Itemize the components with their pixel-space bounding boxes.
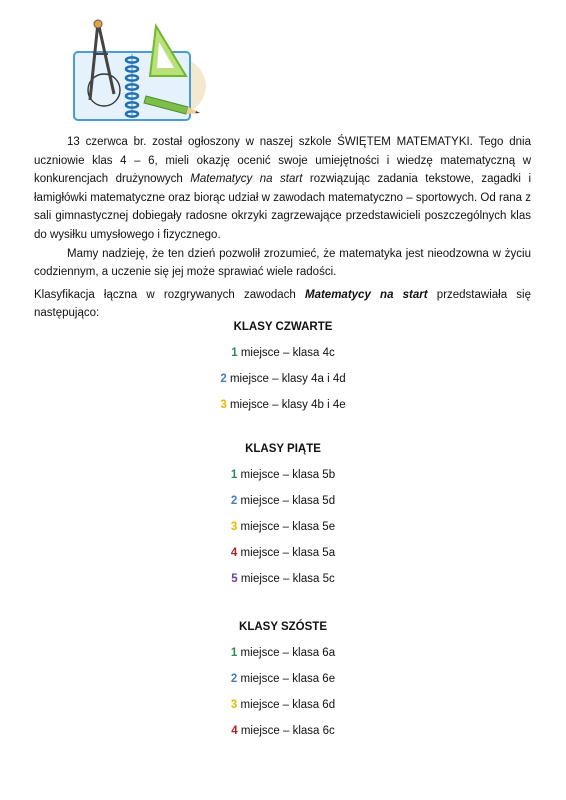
place-number: 2 <box>230 495 238 507</box>
place-number: 1 <box>230 469 238 481</box>
place-number: 1 <box>230 647 238 659</box>
ranking-row <box>0 488 566 514</box>
place-text: miejsce – klasa 6e <box>237 673 336 685</box>
ranking-row <box>0 340 566 366</box>
paragraph-hope: Mamy nadzieję, że ten dzień pozwolił zrozumieć, że matematyka jest nieodzowna w życiu codziennym, a uczenie się jej może sprawiać wiele radości. <box>34 247 531 279</box>
place-number: 5 <box>231 573 238 585</box>
ranking-row <box>0 666 566 692</box>
place-number: 3 <box>230 699 238 711</box>
place-text: miejsce – klasa 4c <box>237 347 335 359</box>
ranking-row <box>0 718 566 744</box>
ranking-heading: KLASY SZÓSTE <box>239 621 327 633</box>
ranking-heading: KLASY PIĄTE <box>245 443 321 455</box>
place-text: miejsce – klasy 4b i 4e <box>226 399 346 411</box>
place-text: miejsce – klasa 5d <box>237 495 336 507</box>
place-text: miejsce – klasa 5c <box>237 573 335 585</box>
ranking-row <box>0 366 566 392</box>
ranking-row <box>0 392 566 418</box>
place-number: 1 <box>231 347 238 359</box>
paragraph-lead: Klasyfikacja łączna w rozgrywanych zawodach Matematycy na start przedstawiała się następująco: <box>34 288 532 320</box>
place-text: miejsce – klasa 5e <box>237 521 336 533</box>
ranking-row <box>0 540 566 566</box>
place-number: 2 <box>220 373 227 385</box>
place-number: 2 <box>230 673 238 685</box>
competition-title: Matematycy na start <box>190 173 303 186</box>
ranking-row <box>0 640 566 666</box>
place-text: miejsce – klasa 6d <box>237 699 336 711</box>
ranking-grade-4 <box>0 314 566 418</box>
competition-title: Matematycy na start <box>305 288 428 301</box>
article-body <box>34 133 531 323</box>
place-number: 3 <box>230 521 238 533</box>
place-text: miejsce – klasa 5a <box>237 547 336 559</box>
ranking-heading: KLASY CZWARTE <box>233 321 333 333</box>
place-number: 4 <box>231 725 238 737</box>
ranking-grade-5 <box>0 436 566 592</box>
math-illustration <box>68 14 208 126</box>
place-number: 4 <box>230 547 238 559</box>
paragraph-intro: 13 czerwca br. został ogłoszony w naszej szkole ŚWIĘTEM MATEMATYKI. Tego dnia uczniowie klas 4 – 6, mieli okazję ocenić swoje umiejętności i wiedzę matematyczną w konkurencjach drużynowych Matematycy na start rozwiązując zadania tekstowe, zagadki i łamigłówki matematyczne oraz biorąc udział w zawodach matematyczno – sportowych. Od rana z sali gimnastycznej dobiegały radosne okrzyki zagrzewające przedstawicieli poszczególnych klas do wysiłku umysłowego i fizycznego. <box>34 136 531 241</box>
place-text: miejsce – klasa 6a <box>237 647 336 659</box>
place-number: 3 <box>220 399 227 411</box>
ranking-row <box>0 514 566 540</box>
ranking-grade-6 <box>0 614 566 744</box>
ranking-row <box>0 692 566 718</box>
ranking-row <box>0 566 566 592</box>
ranking-row <box>0 462 566 488</box>
place-text: miejsce – klasy 4a i 4d <box>226 373 346 385</box>
place-text: miejsce – klasa 5b <box>237 469 336 481</box>
place-text: miejsce – klasa 6c <box>237 725 335 737</box>
